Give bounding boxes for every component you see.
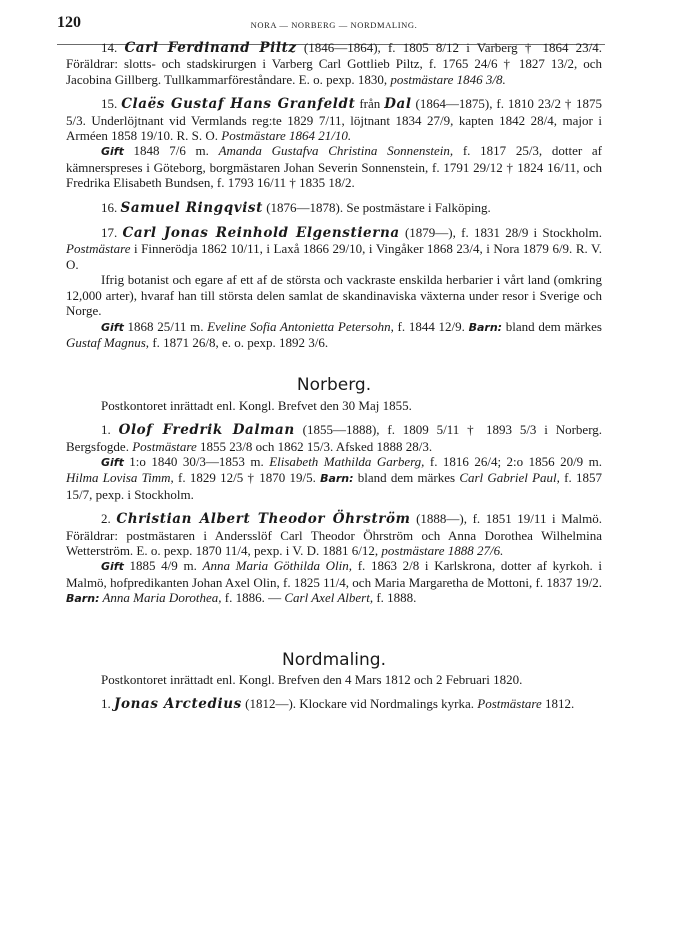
postmaster-label: Postmästare [66, 241, 131, 257]
entry-text: (1812—). Klockare vid Nordmalings kyrka. [245, 696, 478, 712]
running-title: NORA — NORBERG — NORDMALING. [250, 20, 418, 30]
gift-text: f. 1816 26/4; 2:o 1856 20/9 m. [424, 453, 602, 469]
entry-17-marriage [66, 319, 602, 351]
entry-14 [66, 40, 602, 87]
page-body [66, 40, 602, 713]
entry-17-bio: Ifrig botanist och egare af ett af de största och vackraste enskilda herbarier i vårt land (omkring 12,000 arter), hvaraf han till största delen samlat de skandinaviska växterna under resor i Sverige och Norge. [66, 272, 602, 319]
spouse-name: Anna Maria Göthilda Olin, [202, 558, 353, 574]
barn-label: Barn: [66, 592, 100, 606]
entry-text: (1855—1888), f. 1809 5/11 † 1893 5/3 i Norberg. Bergsfogde. [66, 422, 603, 454]
gift-text: f. 1817 25/3, dotter af kämnerspreses i Göteborg, borgmästaren Johan Severin Sonnenstein, f. 1791 29/12 † 1824 16/11, och Fredrika Elisabeth Bundsen, f. 1793 16/11 † 1835 18/2. [66, 143, 602, 191]
entry-name: Jonas Arctedius [114, 696, 242, 713]
section-title-nordmaling: Nordmaling. [282, 649, 386, 670]
gift-label: Gift [101, 145, 124, 159]
section-intro-nordmaling: Postkontoret inrättadt enl. Kongl. Brefven den 4 Mars 1812 och 2 Februari 1820. [101, 672, 523, 687]
gift-text: 1868 25/11 m. [123, 318, 208, 334]
entry-16 [66, 200, 602, 216]
page-header [57, 14, 602, 34]
child-name: Carl Gabriel Paul, [459, 470, 560, 486]
norberg-entry-1-marriage [66, 454, 602, 502]
entry-name: Carl Ferdinand Piltz [124, 40, 297, 56]
postmaster-date: postmästare 1888 27/6. [381, 542, 504, 558]
spouse-name: Eveline Sofia Antonietta Petersohn, [207, 318, 394, 334]
entry-text: (1876—1878). Se postmästare i Falköping. [266, 199, 491, 215]
gift-text: f. 1863 2/8 i Karlskrona, dotter af kyrkoh. i Malmö, hofpredikanten Johan Axel Olin, f. 1825 11/4, och Maria Margaretha de Mottoni, f. 1837 19/2. [66, 558, 602, 590]
child-name: Carl Axel Albert, [284, 590, 374, 606]
entry-number: 1. [101, 696, 111, 712]
entry-number: 15. [101, 96, 118, 112]
gift-text: f. 1844 12/9. [393, 318, 469, 334]
barn-text: f. 1857 15/7, pexp. i Stockholm. [66, 470, 602, 502]
gift-text: 1885 4/9 m. [123, 558, 203, 574]
entry-number: 2. [101, 511, 111, 527]
norberg-entry-2-marriage [66, 558, 602, 606]
gift-label: Gift [101, 455, 124, 469]
entry-number: 1. [101, 422, 111, 438]
entry-text: (1846—1864), f. 1805 8/12 i Varberg † 1864 23/4. Föräldrar: slotts- och stadskirurgen i Varberg Carl Gottlieb Piltz, f. 1765 24/6 † 1827 13/2, och Jacobina Gillberg. Tullkammarföreståndare. E. o. pexp. 1830, [66, 40, 603, 87]
entry-text: (1864—1875), f. 1810 23/2 † 1875 5/3. Underlöjtnant vid Vermlands reg:te 1829 7/11, löjtnant 1834 27/9, kapten 1842 28/4, major i Arméen 1858 19/10. R. S. O. [66, 96, 602, 144]
entry-number: 14. [101, 40, 118, 55]
barn-text: f. 1871 26/8, e. o. pexp. 1892 3/6. [149, 334, 329, 350]
gift-text: f. 1829 12/5 † 1870 19/5. [173, 470, 321, 486]
entry-text: i Finnerödja 1862 10/11, i Laxå 1866 29/10, i Vingåker 1868 23/4, i Nora 1879 6/9. R. V. O. [66, 241, 602, 272]
barn-label: Barn: [320, 472, 354, 486]
section-title-norberg: Norberg. [296, 375, 372, 396]
norberg-entry-1 [66, 422, 602, 454]
entry-15 [66, 96, 602, 143]
barn-text: bland dem märkes [353, 470, 460, 486]
barn-text: f. 1886. — [221, 590, 285, 606]
postmaster-date: postmästare 1846 3/8. [390, 71, 506, 87]
barn-label: Barn: [468, 320, 503, 334]
entry-place-name: Dal [384, 96, 412, 113]
postmaster-label: Postmästare [132, 438, 197, 454]
entry-name: Samuel Ringqvist [120, 199, 263, 216]
postmaster-date: Postmästare 1864 21/10. [221, 128, 352, 144]
postmaster-label: Postmästare [477, 696, 542, 712]
child-name: Anna Maria Dorothea, [99, 590, 222, 606]
gift-text: 1:o 1840 30/3—1853 m. [123, 453, 270, 469]
entry-17 [66, 225, 602, 272]
entry-name: Carl Jonas Reinhold Elgenstierna [122, 225, 400, 242]
section-intro-norberg: Postkontoret inrättadt enl. Kongl. Brefvet den 30 Maj 1855. [101, 397, 412, 413]
spouse-name: Hilma Lovisa Timm, [66, 470, 174, 486]
child-name: Gustaf Magnus, [66, 334, 150, 350]
nordmaling-entry-1 [66, 696, 602, 712]
entry-name: Christian Albert Theodor Öhrström [116, 511, 411, 528]
entry-from: från [359, 96, 381, 112]
entry-15-marriage [66, 143, 602, 190]
spouse-name: Elisabeth Mathilda Garberg, [269, 453, 425, 469]
entry-name: Claës Gustaf Hans Granfeldt [121, 96, 356, 113]
entry-text: 1855 23/8 och 1862 15/3. Afsked 1888 28/3. [196, 438, 433, 454]
gift-label: Gift [101, 320, 124, 334]
norberg-entry-2 [66, 511, 602, 558]
entry-text: 1812. [541, 696, 575, 712]
entry-text: (1888—), f. 1851 19/11 i Malmö. Föräldrar: postmästaren i Andersslöf Carl Theodor Öhrström och Anna Dorothea Wilhelmina Wetterström. E. o. pexp. 1870 11/4, pexp. i V. D. 1881 6/12, [66, 511, 603, 558]
gift-text: 1848 7/6 m. [123, 143, 219, 159]
page-number: 120 [57, 14, 81, 31]
spouse-name: Amanda Gustafva Christina Sonnenstein, [218, 143, 454, 159]
entry-number: 16. [101, 199, 118, 215]
entry-text: (1879—), f. 1831 28/9 i Stockholm. [404, 225, 603, 241]
entry-number: 17. [101, 225, 118, 241]
entry-name: Olof Fredrik Dalman [118, 422, 295, 439]
barn-text: f. 1888. [373, 590, 417, 606]
gift-label: Gift [101, 560, 124, 574]
barn-text: bland dem märkes [502, 318, 602, 334]
